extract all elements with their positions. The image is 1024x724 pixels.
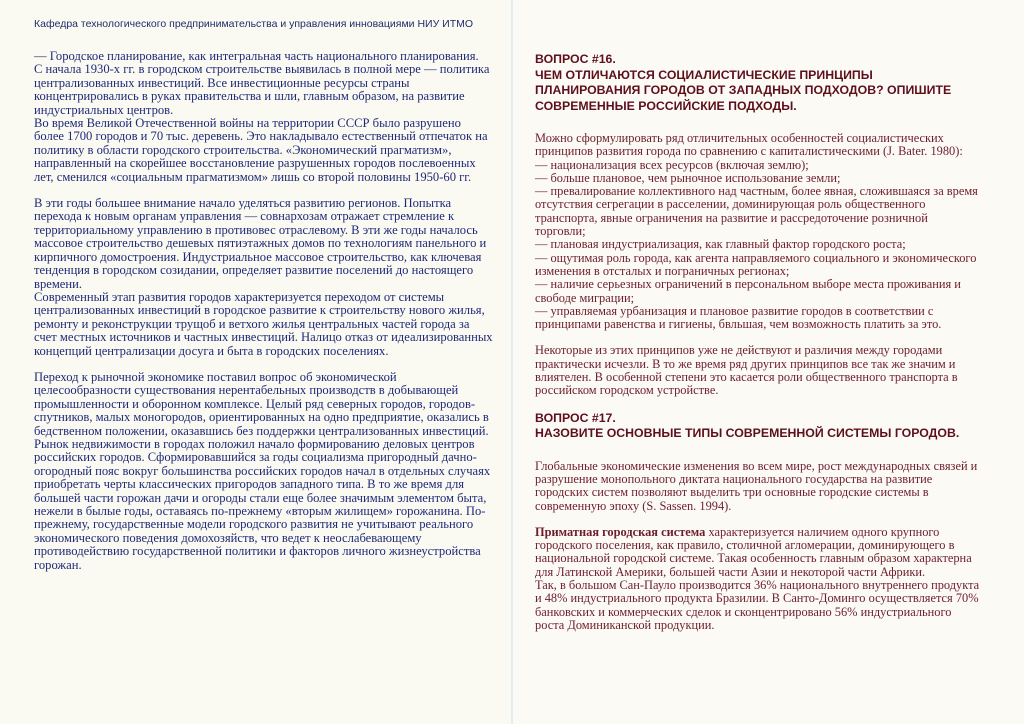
list-item: — национализация всех ресурсов (включая землю);	[535, 157, 809, 172]
list-item: — ощутимая роль города, как агента направляемого социального и экономического изменения в отсталых и пограничных регионах;	[535, 250, 977, 278]
list-item: — больше плановое, чем рыночное использование земли;	[535, 170, 841, 185]
paragraph: С начала 1930-х гг. в городском строительстве выявилась в полной мере — политика централизованных инвестиций. Все инвестиционные ресурсы страны концентрировались в руках правительства и шли, главным образом, на развитие индустриальных центров.	[34, 62, 490, 117]
term-description: характеризуется наличием одного крупного городского поселения, как правило, столичной агломерации, доминирующего в национальной городской системе. Такая особенность главным образом характерна для Латинской Америки, большей части Азии и некоторой части Африки.	[535, 524, 972, 579]
paragraph: Рынок недвижимости в городах положил начало формированию деловых центров российских городов. Сформировавшийся за годы социализма пригородный дачно-огородный пояс вокруг большинства российских городов начал в отдельных случаях приобретать черты классических пригородов западного типа. В то же время для большей части горожан дачи и огороды стали еще более значимым элементом быта, нежели в былые годы, оставаясь по-прежнему «вторым жилищем» горожанина. По-прежнему, государственные модели городского развития не учитывают реального экономического поведения домохозяйств, что ведет к неослабевающему противодействию государственной политики и факторов личного жизнеустройства горожан.	[34, 436, 491, 572]
list-item: — управляемая урбанизация и плановое развитие городов в соответствии с принципами равенства и гигиены, бвльшая, чем возможность платить за это.	[535, 303, 942, 332]
question-16-number: ВОПРОС #16.	[535, 52, 616, 66]
paragraph: Можно сформулировать ряд отличительных особенностей социалистических принципов развития города по сравнению с капиталистическими (J. Bater. 1980):	[535, 131, 963, 159]
question-17-number: ВОПРОС #17.	[535, 410, 616, 425]
right-column	[535, 52, 980, 632]
paragraph: Современный этап развития городов характеризуется переходом от системы централизованных инвестиций в городское развитие к строительству нового жилья, ремонту и реконструкции трущоб и ветхого жилья центральных частей города за счет местных источников и частных инвестиций. Налицо отказ от идеализированных концепций централизации досуга и быта в городских поселениях.	[34, 289, 493, 358]
question-17-title: НАЗОВИТЕ ОСНОВНЫЕ ТИПЫ СОВРЕМЕННОЙ СИСТЕМЫ ГОРОДОВ.	[535, 426, 960, 441]
paragraph: Некоторые из этих принципов уже не действуют и различия между городами практически исчезли. В то же время ряд других принципов все так же значим и влиятелен. В особенной степени это касается роли общественного транспорта в российском городском устройстве.	[535, 343, 958, 398]
question-16-title: ЧЕМ ОТЛИЧАЮТСЯ СОЦИАЛИСТИЧЕСКИЕ ПРИНЦИПЫ ПЛАНИРОВАНИЯ ГОРОДОВ ОТ ЗАПАДНЫХ ПОДХОДОВ? ОПИШИТЕ СОВРЕМЕННЫЕ РОССИЙСКИЕ ПОДХОДЫ.	[535, 67, 952, 113]
list-item: — наличие серьезных ограничений в персональном выборе места проживания и свободе миграции;	[535, 277, 961, 305]
paragraph	[535, 526, 980, 579]
paragraph: Так, в большом Сан-Паулo производится 36% национального внутреннего продукта и 48% индустриального продукта Бразилии. В Санто-Доминго осуществляется 70% банковских и коммерческих сделок и сконцентрировано 56% индустриального роста Доминиканской продукции.	[535, 578, 980, 632]
paragraph: Переход к рыночной экономике поставил вопрос об экономической целесообразности существования нерентабельных производств в добывающей промышленности и оборонном комплексе. Целый ряд северных городов, городов-спутников, малых моногородов, ориентированных на одно предприятие, оказались в бедственном положении, оказавшись без поддержки централизованных инвестиций.	[34, 369, 489, 438]
list-item: — превалирование коллективного над частным, более явная, сложившаяся за время отсутствия сегрегации в расселении, доминирующая роль общественного транспорта, явные ограничения на развитие и рассредоточение розничной торговли;	[535, 184, 978, 239]
list-item: — плановая индустриализация, как главный фактор городского роста;	[535, 237, 906, 252]
term-primate-system: Приматная городская система	[535, 524, 706, 539]
question-17-body	[535, 460, 980, 633]
paragraph: — Городское планирование, как интегральная часть национального планирования.	[34, 49, 479, 63]
paragraph: Во время Великой Отечественной войны на территории СССР было разрушено более 1700 городов и 70 тыс. деревень. Это накладывало естественный отпечаток на политику в области городского строительства. «Экономический прагматизм», направленный на скорейшее восстановление разрушенных городов послевоенных лет, сменился «социальным прагматизмом» лишь со второй половины 1950-60 гг.	[34, 116, 488, 184]
paragraph: Глобальные экономические изменения во всем мире, рост международных связей и разрушение монопольного диктата национального государства на развитие городских систем позволяют выделить три основные городские системы в современную эпоху (S. Sassen. 1994).	[535, 458, 978, 513]
question-16-body	[535, 132, 980, 398]
paragraph: В эти годы большее внимание начало уделяться развитию регионов. Попытка перехода к новым органам управления — совнархозам отражает стремление к территориальному управлению в противовес отраслевому. В эти же годы началось массовое строительство дешевых пятиэтажных домов по технологиям панельного и кирпичного домостроения. Индустриальное массовое строительство, как ключевая тенденция в городском созидании, определяет развитие поселений до настоящего времени.	[34, 196, 487, 291]
left-column	[34, 50, 494, 572]
page-header: Кафедра технологического предпринимательства и управления инновациями НИУ ИТМО	[34, 18, 474, 30]
left-page	[0, 0, 511, 724]
